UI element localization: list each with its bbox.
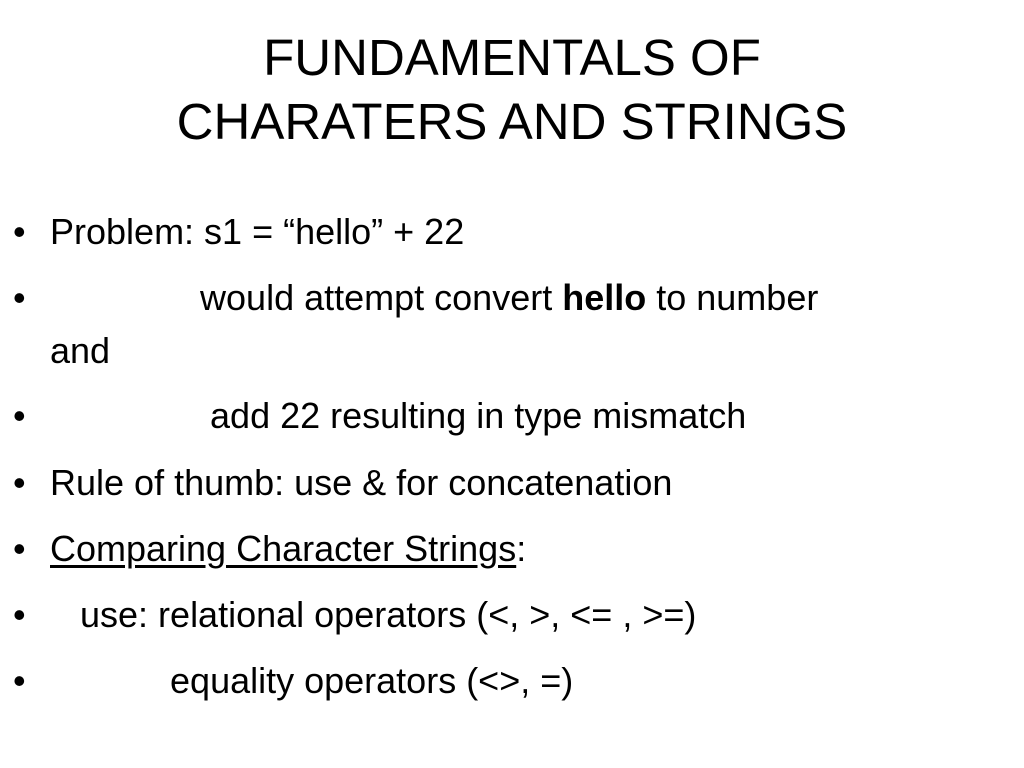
bullet-text: use: relational operators (<, >, <= , >=) — [50, 594, 697, 635]
slide-title-line-2: CHARATERS AND STRINGS — [176, 93, 848, 150]
bullet-text: add 22 resulting in type mismatch — [50, 395, 747, 436]
bullet-text-pre: would attempt convert — [50, 277, 563, 318]
comparing-strings-link[interactable]: Comparing Character Strings — [50, 528, 517, 569]
slide-title — [0, 26, 1024, 154]
bullet-marker: • — [13, 395, 26, 436]
bullet-text-bold-hello: hello — [562, 277, 647, 318]
bullet-text-continuation: and — [50, 330, 111, 371]
bullet-text — [50, 271, 1010, 324]
bullet-text — [50, 522, 1010, 575]
slide-title-line-1: FUNDAMENTALS OF — [263, 29, 761, 86]
bullet-text: equality operators (<>, =) — [50, 660, 574, 701]
bullet-text: Problem: s1 = “hello” + 22 — [50, 211, 465, 252]
bullet-marker: • — [13, 528, 26, 569]
bullet-marker: • — [13, 277, 26, 318]
bullet-marker: • — [13, 660, 26, 701]
bullet-marker: • — [13, 211, 26, 252]
bullet-marker: • — [13, 594, 26, 635]
bullet-marker: • — [13, 462, 26, 503]
bullet-text-post: : — [516, 528, 527, 569]
bullet-text-post: to number — [646, 277, 819, 318]
bullet-text: Rule of thumb: use & for concatenation — [50, 462, 673, 503]
